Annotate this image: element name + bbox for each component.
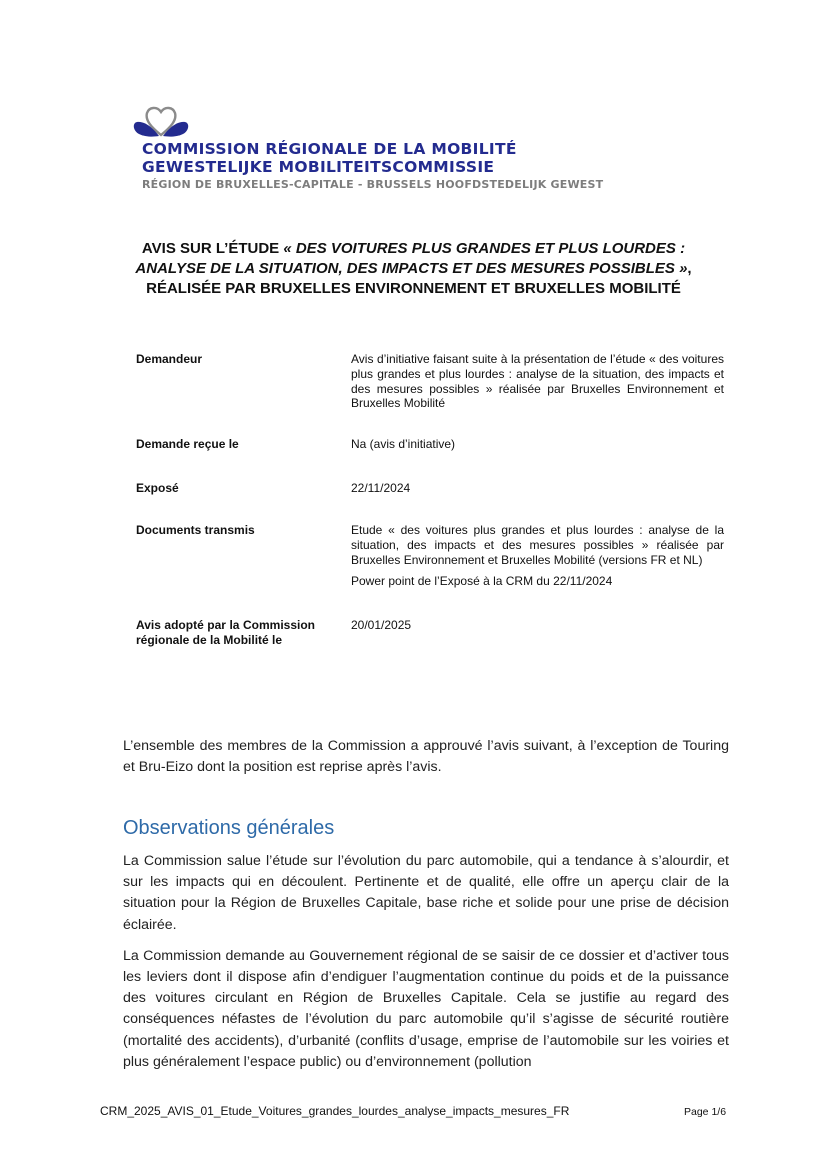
intro-text: L’ensemble des membres de la Commission a approuvé l’avis suivant, à l’exception de Touring et Bru-Eizo dont la position est reprise après l’avis. (123, 738, 729, 776)
title-comma: , (687, 260, 692, 277)
title-line-3: RÉALISÉE PAR BRUXELLES ENVIRONNEMENT ET BRUXELLES MOBILITÉ (146, 280, 681, 297)
document-title (110, 239, 717, 299)
paragraph-1: La Commission salue l’étude sur l’évolution du parc automobile, qui a tendance à s’alourdir, et sur les impacts qui en découlent. Pertinente et de qualité, elle offre un aperçu clair de la situation pour la Région de Bruxelles Capitale, base riche et solide pour une prise de décision éclairée. (123, 853, 729, 933)
expose-value: 22/11/2024 (351, 481, 411, 495)
commission-name-fr: COMMISSION RÉGIONALE DE LA MOBILITÉ (142, 140, 517, 158)
avis-label: Avis adopté par la Commission régionale de la Mobilité le (136, 618, 315, 647)
expose-label: Exposé (136, 481, 179, 495)
documents-text-1: Etude « des voitures plus grandes et plus lourdes : analyse de la situation, des impacts et des mesures possibles » réalisée par Bruxelles Environnement et Bruxelles Mobilité (versions FR et NL) (351, 523, 724, 567)
section-heading: Observations générales (123, 817, 335, 839)
heart-wings-icon (133, 105, 189, 139)
demande-value: Na (avis d’initiative) (351, 437, 456, 451)
documents-text-2: Power point de l’Exposé à la CRM du 22/11/2024 (351, 574, 613, 589)
section-body (123, 851, 729, 1083)
title-prefix: AVIS SUR L’ÉTUDE (141, 240, 284, 257)
avis-value: 20/01/2025 (351, 618, 412, 632)
documents-value (351, 523, 724, 596)
title-italic-2: ANALYSE DE LA SITUATION, DES IMPACTS ET DES MESURES POSSIBLES » (135, 260, 688, 277)
demandeur-text: Avis d’initiative faisant suite à la présentation de l’étude « des voitures plus grandes et plus lourdes : analyse de la situation, des impacts et des mesures possibles » réalisée par Bruxelles Environnement et Bruxelles Mobilité (351, 352, 724, 411)
intro-paragraph (123, 736, 729, 788)
demande-label: Demande reçue le (136, 437, 239, 451)
region-name: RÉGION DE BRUXELLES-CAPITALE - BRUSSELS HOOFDSTEDELIJK GEWEST (142, 178, 604, 191)
commission-name-nl: GEWESTELIJKE MOBILITEITSCOMMISSIE (142, 158, 495, 176)
documents-label: Documents transmis (136, 523, 255, 537)
demandeur-label: Demandeur (136, 352, 203, 366)
title-italic-1: « DES VOITURES PLUS GRANDES ET PLUS LOURDES : (283, 240, 686, 257)
footer-page-number: Page 1/6 (684, 1106, 727, 1118)
footer-filename: CRM_2025_AVIS_01_Etude_Voitures_grandes_lourdes_analyse_impacts_mesures_FR (100, 1104, 570, 1118)
paragraph-2: La Commission demande au Gouvernement régional de se saisir de ce dossier et d’activer tous les leviers dont il dispose afin d’endiguer l’augmentation continue du poids et de la puissance des voitures circulant en Région de Bruxelles Capitale. Cela se justifie au regard des conséquences néfastes de l’évolution du parc automobile qu’il s’agisse de sécurité routière (mortalité des accidents), d’urbanité (conflits d’usage, emprise de l’automobile sur les voiries et plus généralement l’espace public) ou d’environnement (pollution (123, 947, 729, 1070)
demandeur-value (351, 352, 724, 418)
